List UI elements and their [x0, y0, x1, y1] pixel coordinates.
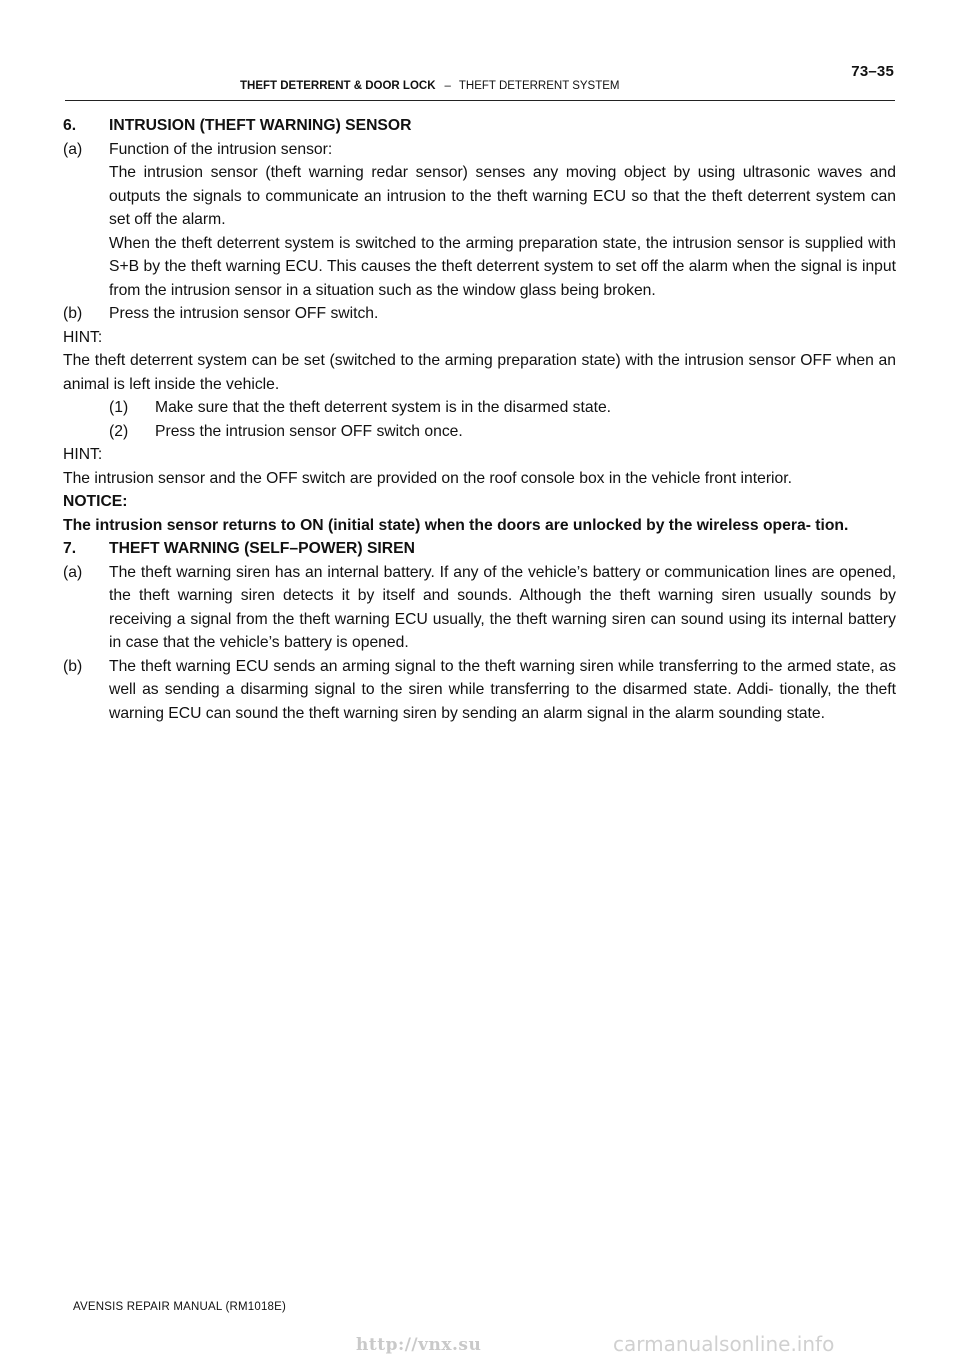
section-7-item-b	[63, 655, 896, 726]
watermark-link[interactable]: http://vnx.su	[356, 1335, 482, 1355]
page-number: 73–35	[851, 63, 894, 80]
step-label: (2)	[109, 422, 129, 440]
section-6-item-b	[63, 302, 896, 326]
page-content	[63, 114, 896, 725]
item-label: (a)	[63, 563, 83, 581]
hint-label: HINT:	[63, 446, 103, 463]
step-text: Make sure that the theft deterrent system is in the disarmed state.	[155, 399, 612, 416]
item-a-paragraph-2: When the theft deterrent system is switched to the arming preparation state, the intrusion sensor is supplied with S+B by the theft warning ECU. This causes the theft deterrent system to set off the alarm when the signal is input from the intrusion sensor in a situation such as the window glass being broken.	[109, 234, 896, 299]
section-7-item-a	[63, 561, 896, 655]
footer-manual-id: AVENSIS REPAIR MANUAL (RM1018E)	[73, 1301, 287, 1313]
header-section: THEFT DETERRENT & DOOR LOCK	[240, 80, 436, 92]
notice-label: NOTICE:	[63, 493, 128, 510]
item-b-text: The theft warning ECU sends an arming signal to the theft warning siren while transferring to the armed state, as well as sending a disarming signal to the siren while transferring to the disarmed state. Addi- tionally, the theft warning ECU can sound the theft warning siren by sending an alarm signal in the alarm sounding state.	[109, 657, 896, 722]
section-6-title: INTRUSION (THEFT WARNING) SENSOR	[109, 117, 412, 134]
header-separator: –	[444, 80, 451, 92]
item-label: (b)	[63, 305, 83, 322]
item-b-text: Press the intrusion sensor OFF switch.	[109, 305, 379, 322]
item-label: (b)	[63, 657, 83, 675]
watermark-site: carmanualsonline.info	[613, 1332, 835, 1356]
step-1	[63, 396, 896, 420]
hint-label: HINT:	[63, 328, 103, 346]
header-subsection: THEFT DETERRENT SYSTEM	[458, 80, 620, 92]
section-7-heading	[63, 537, 896, 561]
section-7-number: 7.	[63, 540, 77, 557]
header-rule	[65, 100, 895, 101]
step-2	[63, 420, 896, 444]
hint-text: The theft deterrent system can be set (switched to the arming preparation state) with the intrusion sensor OFF when an animal is left inside the vehicle.	[63, 352, 896, 393]
item-a-text: The theft warning siren has an internal battery. If any of the vehicle’s battery or communication lines are opened, the theft warning siren detects it by itself and sounds. Although the theft warning siren usually sounds by receiving a signal from the theft warning ECU usually, the theft warning siren can sound using its internal battery in case that the vehicle’s battery is opened.	[109, 563, 896, 651]
section-6-item-a	[63, 138, 896, 303]
section-6-number: 6.	[63, 117, 77, 134]
step-text: Press the intrusion sensor OFF switch once.	[155, 422, 463, 440]
step-label: (1)	[109, 399, 129, 416]
hint-text: The intrusion sensor and the OFF switch are provided on the roof console box in the vehicle front interior.	[63, 469, 792, 487]
item-a-paragraph-1: The intrusion sensor (theft warning redar sensor) senses any moving object by using ultrasonic waves and outputs the signals to communicate an intrusion to the theft warning ECU so that the theft deterrent system can set off the alarm.	[109, 164, 896, 228]
section-6-heading	[63, 114, 896, 138]
item-label: (a)	[63, 140, 83, 158]
item-a-lead: Function of the intrusion sensor:	[109, 140, 333, 158]
notice-text: The intrusion sensor returns to ON (initial state) when the doors are unlocked by the wireless opera- tion.	[63, 516, 849, 534]
section-7-title: THEFT WARNING (SELF–POWER) SIREN	[109, 540, 415, 557]
